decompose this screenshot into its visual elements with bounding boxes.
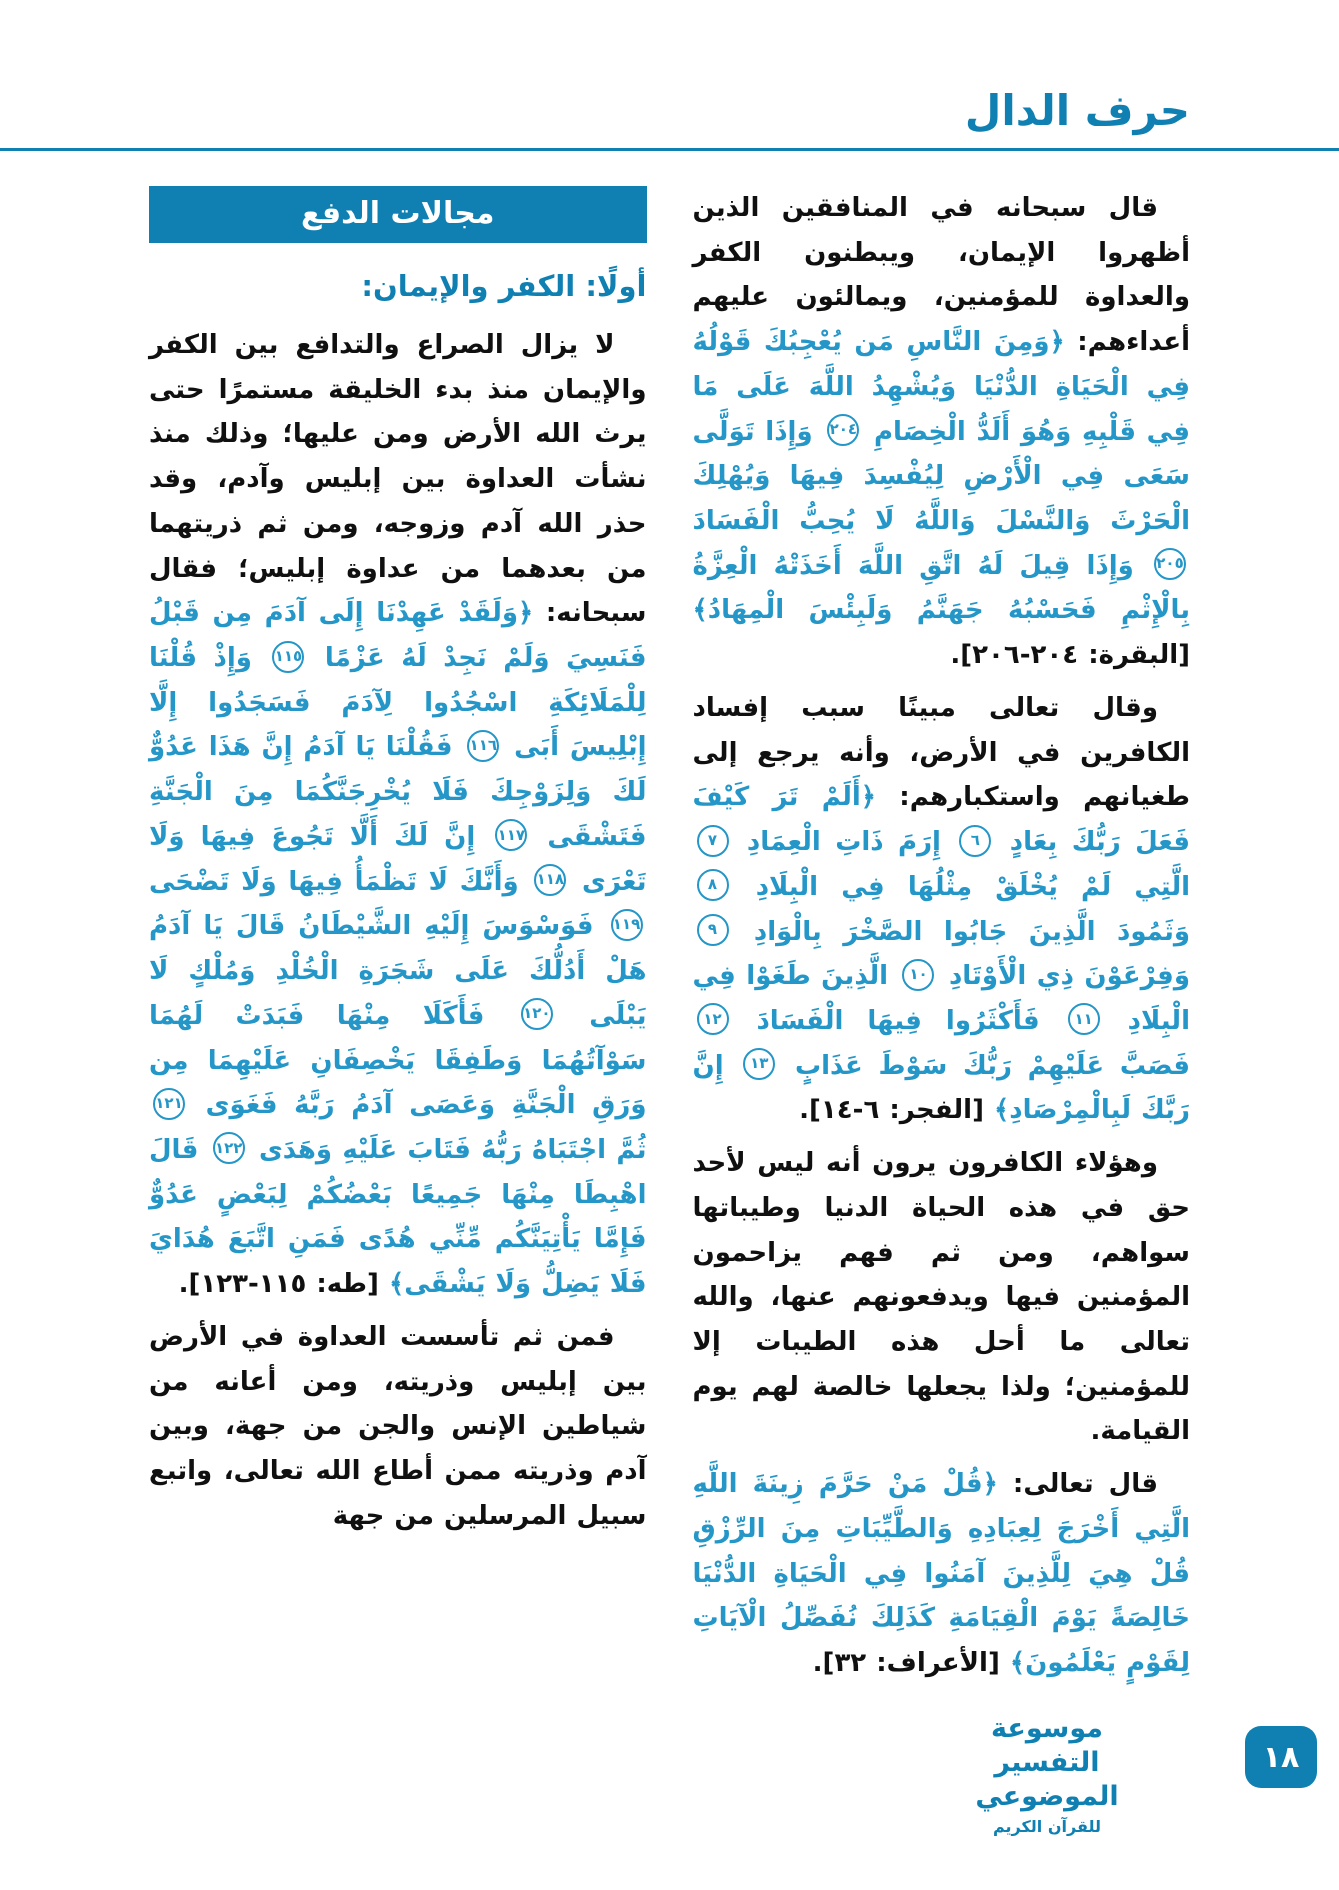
verse-number-medallion: ٧	[697, 825, 729, 857]
paragraph	[693, 186, 1191, 678]
verse-number-medallion: ١١٧	[495, 819, 527, 851]
verse-number-medallion: ٢٠٤	[827, 414, 859, 446]
quran-text: وَإِذْ قُلْنَا لِلْمَلَائِكَةِ اسْجُدُوا لِآدَمَ فَسَجَدُوا إِلَّا إِبْلِيسَ أَبَى	[149, 643, 647, 763]
verse-reference: [طه: ١١٥-١٢٣].	[178, 1269, 389, 1300]
quran-text: وَإِذَا قِيلَ لَهُ اتَّقِ اللَّهَ أَخَذَتْهُ الْعِزَّةُ بِالْإِثْمِ فَحَسْبُهُ جَهَنَّمُ وَلَبِئْسَ الْمِهَادُ﴾	[692, 550, 1190, 626]
publisher-logo-line-1: موسوعة التفسير الموضوعي	[975, 1713, 1119, 1812]
publisher-logo-line-2: للقرآن الكريم	[992, 1817, 1102, 1837]
verse-number-medallion: ١٠	[902, 959, 934, 991]
column-left	[149, 186, 647, 1546]
two-column-layout	[149, 186, 1190, 1694]
body-text: وهؤلاء الكافرون يرون أنه ليس لأحد حق في هذه الحياة الدنيا وطيباتها سواهم، ومن ثم فهم يزاحمون المؤمنين فيها ويدفعونهم عنها، والله تعالى ما أحل هذه الطيبات إلا للمؤمنين؛ ولذا يجعلها خالصة لهم يوم القيامة.	[692, 1148, 1190, 1447]
verse-number-medallion: ١١٨	[534, 864, 566, 896]
body-text: قال تعالى:	[997, 1469, 1158, 1500]
quran-text: وَإِذَا تَوَلَّى سَعَى فِي الْأَرْضِ لِيُفْسِدَ فِيهَا وَيُهْلِكَ الْحَرْثَ وَالنَّسْلَ وَاللَّهُ لَا يُحِبُّ الْفَسَادَ	[692, 416, 1190, 537]
subsection-heading: أولًا: الكفر والإيمان:	[361, 269, 647, 303]
verse-number-medallion: ١٢٠	[521, 998, 553, 1030]
quran-text: قَالَ اهْبِطَا مِنْهَا جَمِيعًا بَعْضُكُمْ لِبَعْضٍ عَدُوٌّ فَإِمَّا يَأْتِيَنَّكُم مِّنِّي هُدًى فَمَنِ اتَّبَعَ هُدَايَ فَلَا يَضِلُّ وَلَا يَشْقَى﴾	[149, 1134, 647, 1300]
verse-number-medallion: ١٢٢	[213, 1132, 245, 1164]
quran-text: الَّتِي لَمْ يُخْلَقْ مِثْلُهَا فِي الْبِلَادِ	[732, 871, 1190, 902]
quran-text: إِرَمَ ذَاتِ الْعِمَادِ	[732, 827, 956, 858]
body-text: قال سبحانه في المنافقين الذين أظهروا الإيمان، ويبطنون الكفر والعداوة للمؤمنين، ويمالئون عليهم أعداءهم:	[692, 193, 1190, 358]
verse-number-medallion: ١٢	[697, 1003, 729, 1035]
verse-number-medallion: ١٢١	[153, 1088, 185, 1120]
page-number-badge: ١٨	[1245, 1726, 1317, 1788]
quran-text: فَأَكَلَا مِنْهَا فَبَدَتْ لَهُمَا سَوْآتُهُمَا وَطَفِقَا يَخْصِفَانِ عَلَيْهِمَا مِن وَرَقِ الْجَنَّةِ وَعَصَى آدَمُ رَبَّهُ فَغَوَى	[149, 1000, 647, 1121]
body-text: فمن ثم تأسست العداوة في الأرض بين إبليس وذريته، ومن أعانه من شياطين الإنس والجن من جهة، وبين آدم وذريته ممن أطاع الله تعالى، واتبع سبيل المرسلين من جهة	[149, 1321, 647, 1531]
paragraph	[149, 323, 647, 1307]
paragraph	[693, 1141, 1191, 1454]
quran-text: إِنَّ رَبَّكَ لَبِالْمِرْصَادِ﴾	[692, 1050, 1190, 1126]
column-right	[693, 186, 1191, 1694]
verse-number-medallion: ١١	[1068, 1003, 1100, 1035]
paragraph	[693, 686, 1191, 1133]
verse-number-medallion: ٢٠٥	[1154, 548, 1186, 580]
header-divider	[0, 148, 1339, 151]
quran-text: الَّذِينَ طَغَوْا فِي الْبِلَادِ	[692, 961, 1190, 1036]
quran-text: ﴿أَلَمْ تَرَ كَيْفَ فَعَلَ رَبُّكَ بِعَادٍ	[692, 782, 1190, 858]
verse-reference: [البقرة: ٢٠٤-٢٠٦].	[950, 640, 1190, 671]
verse-reference: [الأعراف: ٣٢].	[812, 1648, 1010, 1678]
quran-text: وَثَمُودَ الَّذِينَ جَابُوا الصَّخْرَ بِالْوَادِ	[732, 916, 1190, 947]
quran-text: وَأَنَّكَ لَا تَظْمَأُ فِيهَا وَلَا تَضْحَى	[149, 866, 531, 897]
chapter-heading: حرف الدال	[964, 86, 1190, 135]
quran-text: فَقُلْنَا يَا آدَمُ إِنَّ هَذَا عَدُوٌّ لَكَ وَلِزَوْجِكَ فَلَا يُخْرِجَنَّكُمَا مِنَ الْجَنَّةِ فَتَشْقَى	[149, 732, 647, 852]
verse-number-medallion: ٨	[697, 869, 729, 901]
body-text: لا يزال الصراع والتدافع بين الكفر والإيمان منذ بدء الخليقة مستمرًا حتى يرث الله الأرض ومن عليها؛ وذلك منذ نشأت العداوة بين إبليس وآدم، وقد حذر الله آدم وزوجه، ومن ثم ذريتهما من بعدهما من عداوة إبليس؛ فقال سبحانه:	[149, 330, 647, 629]
section-header-box: مجالات الدفع	[149, 186, 647, 243]
paragraph	[693, 1462, 1191, 1686]
verse-reference: [الفجر: ٦-١٤].	[799, 1095, 995, 1126]
quran-text: فَصَبَّ عَلَيْهِمْ رَبُّكَ سَوْطَ عَذَابٍ	[779, 1050, 1190, 1081]
publisher-logo	[937, 1712, 1157, 1837]
verse-number-medallion: ١١٥	[272, 641, 304, 673]
body-text: وقال تعالى مبينًا سبب إفساد الكافرين في الأرض، وأنه يرجع إلى طغيانهم واستكبارهم:	[692, 692, 1190, 813]
verse-number-medallion: ٩	[697, 914, 729, 946]
verse-number-medallion: ١١٩	[611, 909, 643, 941]
verse-number-medallion: ١٣	[743, 1048, 775, 1080]
quran-text: فَوَسْوَسَ إِلَيْهِ الشَّيْطَانُ قَالَ يَا آدَمُ هَلْ أَدُلُّكَ عَلَى شَجَرَةِ الْخُلْدِ وَمُلْكٍ لَا يَبْلَى	[149, 911, 647, 1031]
paragraph	[149, 1315, 647, 1539]
quran-text: ثُمَّ اجْتَبَاهُ رَبُّهُ فَتَابَ عَلَيْهِ وَهَدَى	[248, 1134, 647, 1165]
quran-text: ﴿وَمِنَ النَّاسِ مَن يُعْجِبُكَ قَوْلُهُ فِي الْحَيَاةِ الدُّنْيَا وَيُشْهِدُ اللَّهَ عَلَى مَا فِي قَلْبِهِ وَهُوَ أَلَدُّ الْخِصَامِ	[692, 327, 1191, 447]
quran-text: ﴿قُلْ مَنْ حَرَّمَ زِينَةَ اللَّهِ الَّتِي أَخْرَجَ لِعِبَادِهِ وَالطَّيِّبَاتِ مِنَ الرِّزْقِ قُلْ هِيَ لِلَّذِينَ آمَنُوا فِي الْحَيَاةِ الدُّنْيَا خَالِصَةً يَوْمَ الْقِيَامَةِ كَذَلِكَ نُفَصِّلُ الْآيَاتِ لِقَوْمٍ يَعْلَمُونَ﴾	[692, 1469, 1190, 1678]
quran-text: ﴿وَلَقَدْ عَهِدْنَا إِلَى آدَمَ مِن قَبْلُ فَنَسِيَ وَلَمْ نَجِدْ لَهُ عَزْمًا	[149, 598, 647, 674]
verse-number-medallion: ١١٦	[467, 730, 499, 762]
verse-number-medallion: ٦	[959, 825, 991, 857]
quran-text: فَأَكْثَرُوا فِيهَا الْفَسَادَ	[732, 1005, 1064, 1036]
quran-text: وَفِرْعَوْنَ ذِي الْأَوْتَادِ	[938, 961, 1190, 992]
quran-text: إِنَّ لَكَ أَلَّا تَجُوعَ فِيهَا وَلَا تَعْرَى	[149, 821, 647, 897]
